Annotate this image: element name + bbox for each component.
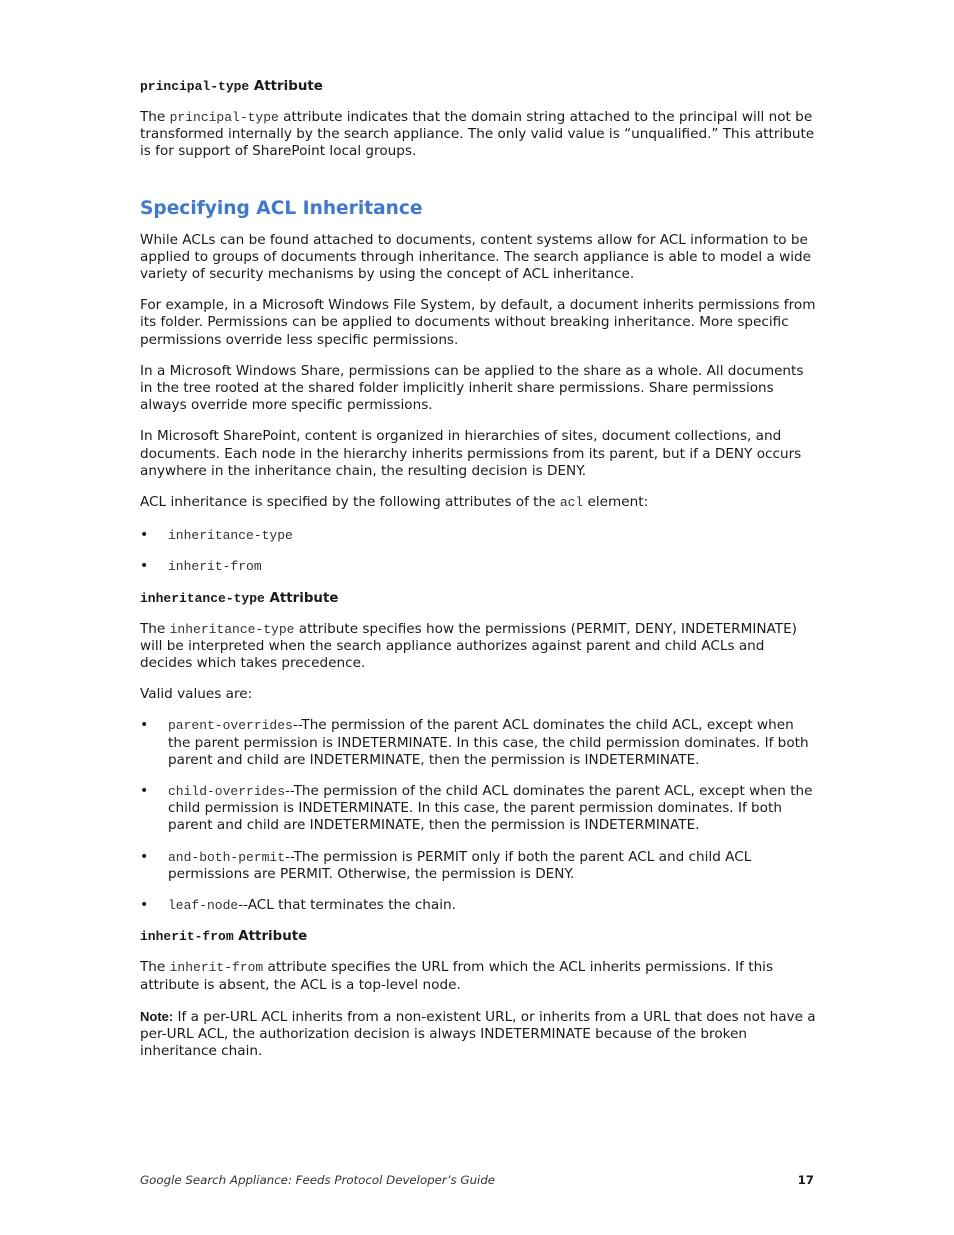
list-item-text: --The permission of the parent ACL dominates the child ACL, except when the parent permission is INDETERMINATE. In this case, the child permission dominates. If both parent and child are INDETERMINATE, then the permission is INDETERMINATE. xyxy=(168,717,809,768)
acl-paragraph-3: In a Microsoft Windows Share, permissions can be applied to the share as a whole. All documents in the tree rooted at the shared folder implicitly inherit share permissions. Share permissions always override more specific permissions. xyxy=(140,362,804,414)
inherit-from-heading xyxy=(140,928,816,946)
footer-title: Google Search Appliance: Feeds Protocol Developer’s Guide xyxy=(140,1173,496,1187)
bullet-icon: • xyxy=(140,848,149,865)
bullet-icon: • xyxy=(140,527,149,544)
note-paragraph xyxy=(140,1008,816,1061)
heading-code: inheritance-type xyxy=(140,590,265,606)
bullet-icon: • xyxy=(140,558,149,575)
inline-code: leaf-node xyxy=(168,898,239,914)
inline-code: inherit-from xyxy=(168,559,262,575)
bullet-icon: • xyxy=(140,783,149,800)
note-text: If a per-URL ACL inherits from a non-existent URL, or inherits from a URL that does not have a per-URL ACL, the authorization decision is always INDETERMINATE because of the broken inheritance chain. xyxy=(140,1008,816,1060)
list-item xyxy=(140,783,816,835)
heading-code: inherit-from xyxy=(140,929,234,945)
heading-word: Attribute xyxy=(249,79,323,94)
heading-code: principal-type xyxy=(140,79,250,94)
list-item-text: --ACL that terminates the chain. xyxy=(238,897,456,914)
inline-code: and-both-permit xyxy=(168,849,286,865)
document-page xyxy=(140,78,816,1060)
heading-word: Attribute xyxy=(264,590,339,606)
note-label: Note: xyxy=(140,1008,174,1024)
text: element: xyxy=(583,494,649,511)
text: The xyxy=(140,959,170,976)
acl-paragraph-4: In Microsoft SharePoint, content is organized in hierarchies of sites, document collections, and documents. Each node in the hierarchy inherits permissions from its parent, but if a DENY occurs anywhere in the inheritance chain, the resulting decision is DENY. xyxy=(140,428,802,479)
heading-word: Attribute xyxy=(233,929,308,945)
list-item xyxy=(140,897,816,914)
list-item xyxy=(140,527,816,544)
list-item xyxy=(140,717,816,769)
list-item-text: --The permission of the child ACL dominates the parent ACL, except when the child permission is INDETERMINATE. In this case, the parent permission dominates. If both parent and child are INDETERMINATE, then the permission is INDETERMINATE. xyxy=(168,783,813,834)
section-title: Specifying ACL Inheritance xyxy=(140,197,423,219)
list-item xyxy=(140,849,816,883)
list-item xyxy=(140,558,816,575)
inheritance-type-heading xyxy=(140,590,816,608)
acl-paragraph-2: For example, in a Microsoft Windows File System, by default, a document inherits permissions from its folder. Permissions can be applied to documents without breaking inheritance. More specific permissions override less specific permissions. xyxy=(140,297,816,348)
inline-code: inheritance-type xyxy=(168,528,293,544)
text: attribute specifies the URL from which the ACL inherits permissions. If this attribute is absent, the ACL is a top-level node. xyxy=(140,959,774,993)
text: attribute indicates that the domain string attached to the principal will not be transformed internally by the search appliance. The only valid value is “unqualified.” This attribute is for support of SharePoint local groups. xyxy=(140,109,815,160)
text: ACL inheritance is specified by the following attributes of the xyxy=(140,494,560,511)
principal-type-heading xyxy=(140,78,816,96)
inline-code: child-overrides xyxy=(168,784,286,800)
inline-code: inheritance-type xyxy=(169,621,295,637)
inline-code: principal-type xyxy=(169,110,279,125)
text: attribute specifies how the permissions (PERMIT, DENY, INDETERMINATE) will be interpreted when the search appliance authorizes against parent and child ACLs and decides which takes precedence. xyxy=(140,620,797,672)
text: The xyxy=(140,620,170,637)
inherit-from-paragraph xyxy=(140,959,816,993)
acl-paragraph-1: While ACLs can be found attached to documents, content systems allow for ACL information to be applied to groups of documents through inheritance. The search appliance is able to model a wide variety of security mechanisms by using the concept of ACL inheritance. xyxy=(140,231,812,283)
inline-code: parent-overrides xyxy=(168,718,293,734)
list-item-text: --The permission is PERMIT only if both the parent ACL and child ACL permissions are PERMIT. Otherwise, the permission is DENY. xyxy=(168,848,752,882)
page-number: 17 xyxy=(797,1173,814,1187)
inheritance-type-paragraph xyxy=(140,621,816,673)
page-footer xyxy=(140,1173,816,1191)
bullet-icon: • xyxy=(140,897,149,914)
inline-code: inherit-from xyxy=(169,960,264,976)
principal-type-paragraph xyxy=(140,109,816,161)
text: The xyxy=(140,109,170,125)
valid-values-label: Valid values are: xyxy=(140,686,253,703)
inline-code: acl xyxy=(559,495,584,511)
bullet-icon: • xyxy=(140,717,149,734)
acl-paragraph-5 xyxy=(140,494,816,511)
